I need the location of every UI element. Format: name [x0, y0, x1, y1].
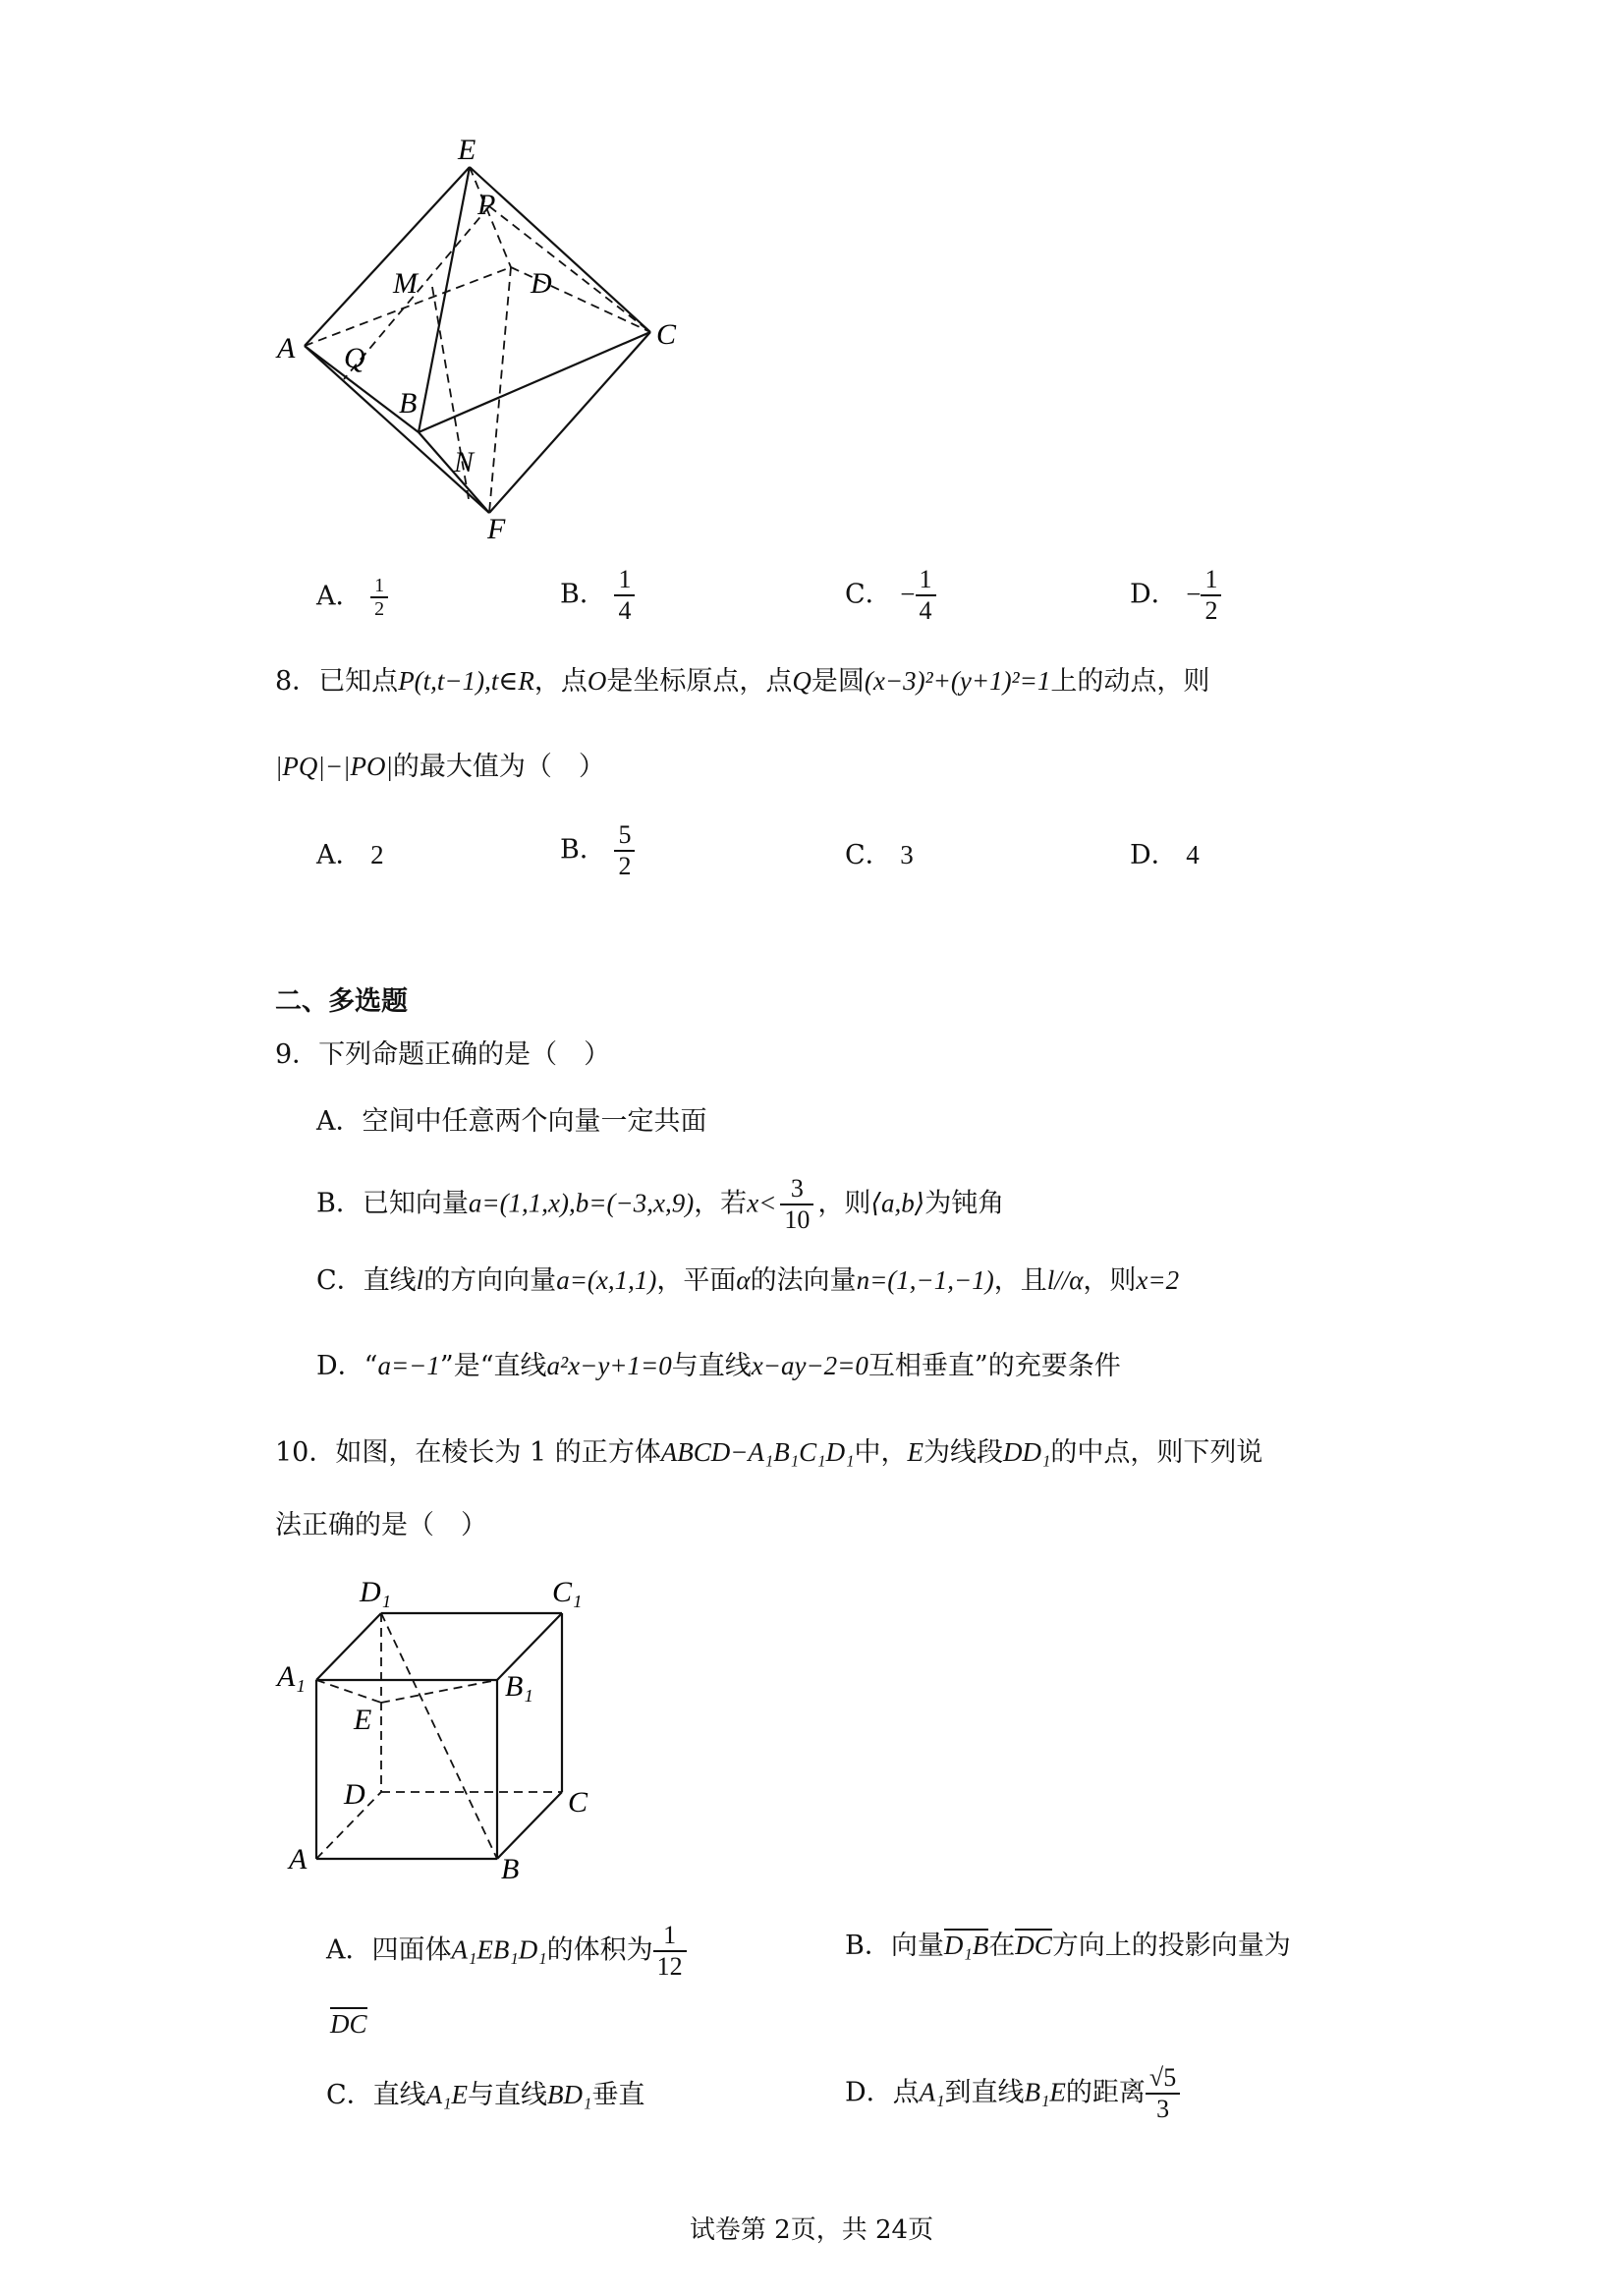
text: A．四面体 — [326, 1934, 452, 1966]
q7-option-c — [845, 565, 936, 626]
q9-option-c — [316, 1260, 1179, 1301]
vertex-label-c: C — [568, 1786, 588, 1819]
option-value: 2 — [370, 840, 384, 869]
vertex-label-e: E — [354, 1704, 372, 1736]
math-cond: l//α — [1046, 1265, 1084, 1295]
math-line-a1e: A₁E — [425, 2080, 469, 2109]
fraction — [1146, 2063, 1180, 2124]
option-letter: B． — [560, 834, 606, 866]
math-segment: DD₁ — [1002, 1437, 1051, 1467]
q10-option-b-answer — [330, 2004, 367, 2044]
fraction-num: 1 — [916, 565, 936, 596]
math-line2: x−ay−2=0 — [751, 1351, 868, 1380]
q10-option-a — [326, 1921, 687, 1982]
math-angle: ⟨a,b⟩ — [870, 1188, 925, 1218]
text: 是圆 — [811, 666, 865, 697]
option-letter: D． — [1130, 840, 1178, 870]
q10-option-c — [326, 2075, 644, 2115]
math-line-bd1: BD₁ — [547, 2080, 592, 2109]
vertex-label-c: C — [656, 318, 677, 351]
vertex-label-p: P — [477, 189, 496, 221]
vertex-label-d: D — [531, 267, 552, 300]
q8-stem-line2 — [275, 747, 605, 787]
fraction-num: 3 — [780, 1174, 813, 1205]
math-vector-a: a=(x,1,1) — [556, 1265, 657, 1295]
text: C．直线 — [326, 2080, 426, 2110]
fraction — [1201, 565, 1221, 626]
fraction-num: 1 — [614, 565, 635, 596]
q9-stem: 9．下列命题正确的是（ ） — [275, 1039, 611, 1070]
text: ，若 — [694, 1188, 748, 1219]
math-o: O — [587, 666, 607, 696]
fraction-den: 2 — [1204, 596, 1218, 625]
text: 方向上的投影向量为 — [1051, 1931, 1291, 1961]
fraction-den: 2 — [374, 598, 385, 620]
q9-option-a: A．空间中任意两个向量一定共面 — [316, 1106, 707, 1137]
math-cond: x< — [747, 1188, 777, 1218]
q10-option-d — [845, 2063, 1180, 2124]
fraction-num: 5 — [614, 820, 635, 852]
text: 在 — [988, 1931, 1016, 1961]
q10-option-b — [845, 1926, 1291, 1966]
fraction-num: √5 — [1146, 2063, 1180, 2095]
math-cube: ABCD−A₁B₁C₁D₁ — [660, 1437, 855, 1467]
text: 与直线 — [671, 1351, 752, 1381]
vertex-label-d: D — [344, 1778, 365, 1811]
text: ，点 — [533, 666, 588, 697]
text: 已知点 — [318, 666, 399, 697]
fraction-den: 10 — [784, 1205, 811, 1234]
text: ，平面 — [656, 1265, 737, 1296]
option-letter: A． — [316, 840, 363, 870]
octahedron-figure — [265, 128, 717, 560]
vertex-label-b1: B₁ — [505, 1670, 533, 1703]
text: 的体积为 — [546, 1934, 653, 1966]
vertex-label-q: Q — [344, 342, 365, 374]
fraction-num: 1 — [370, 575, 388, 598]
q8-stem-line1 — [275, 661, 1209, 701]
fraction — [614, 820, 635, 881]
fraction-den: 4 — [618, 596, 632, 625]
text: 为钝角 — [924, 1188, 1005, 1219]
q9-option-b — [316, 1174, 1004, 1235]
vertex-label-n: N — [454, 446, 475, 478]
vertex-label-b: B — [399, 387, 418, 420]
text: ”是“直线 — [439, 1351, 547, 1381]
vertex-label-b: B — [501, 1853, 520, 1885]
text: 的法向量 — [750, 1265, 857, 1296]
text: 互相垂直”的充要条件 — [867, 1351, 1121, 1381]
section-title: 二、多选题 — [275, 986, 408, 1017]
math-line1: a²x−y+1=0 — [546, 1351, 672, 1380]
vertex-label-c1: C₁ — [552, 1576, 583, 1608]
text: 中， — [854, 1437, 908, 1468]
fraction — [614, 565, 635, 626]
text: ，则 — [817, 1188, 871, 1219]
option-value: 4 — [1186, 840, 1200, 869]
math-line-b1e: B₁E — [1024, 2077, 1066, 2107]
vertex-label-a1: A₁ — [277, 1660, 306, 1693]
fraction — [370, 575, 388, 620]
q9-option-d — [316, 1346, 1121, 1386]
fraction — [916, 565, 936, 626]
vertex-label-e: E — [458, 134, 476, 166]
page-footer: 试卷第 2页，共 24页 — [689, 2215, 934, 2245]
option-letter: A． — [316, 581, 363, 612]
text: 到直线 — [944, 2077, 1025, 2108]
math-q: Q — [792, 666, 812, 696]
fraction-den: 4 — [919, 596, 932, 625]
cube-figure — [265, 1572, 619, 1886]
text: 与直线 — [468, 2080, 548, 2110]
math-vector-d1b: D₁B — [943, 1931, 989, 1960]
text: ，则 — [1083, 1265, 1137, 1296]
vertex-label-m: M — [393, 267, 418, 300]
math-expr: |PQ|−|PO| — [275, 752, 393, 781]
vertex-label-a: A — [277, 332, 296, 364]
fraction-num: 1 — [1201, 565, 1221, 596]
q7-option-b — [560, 565, 635, 626]
math-l: l — [416, 1265, 424, 1295]
text: 10．如图，在棱长为 1 的正方体 — [275, 1437, 661, 1468]
vertex-label-d1: D₁ — [360, 1576, 392, 1608]
option-letter: C． — [845, 579, 892, 610]
text: 是坐标原点，点 — [606, 666, 793, 697]
q8-option-a — [316, 835, 384, 875]
text: B．向量 — [845, 1931, 944, 1961]
text: 为线段 — [923, 1437, 1003, 1468]
text: 的方向向量 — [423, 1265, 557, 1296]
math-cond: a=−1 — [377, 1351, 440, 1380]
math-point-a1: A₁ — [919, 2077, 945, 2107]
fraction-den: 3 — [1156, 2095, 1170, 2123]
math-vector-dc: DC — [1015, 1931, 1052, 1960]
option-letter: C． — [845, 840, 892, 870]
text: 垂直 — [591, 2080, 645, 2110]
minus-sign: − — [1186, 579, 1202, 609]
vertex-label-f: F — [487, 513, 506, 545]
q7-option-d — [1130, 565, 1221, 626]
text: 的距离 — [1065, 2077, 1146, 2108]
text: 的中点，则下列说 — [1050, 1437, 1263, 1468]
q10-stem-line1 — [275, 1432, 1262, 1473]
math-vector-dc: DC — [330, 2009, 367, 2039]
q8-option-b — [560, 820, 635, 881]
question-number: 8． — [275, 666, 319, 697]
math-vectors: a=(1,1,x),b=(−3,x,9) — [468, 1188, 695, 1218]
minus-sign: − — [900, 579, 916, 609]
fraction — [780, 1174, 813, 1235]
math-result: x=2 — [1136, 1265, 1180, 1295]
text: D．“ — [316, 1351, 378, 1381]
q8-option-c — [845, 835, 914, 875]
text: C．直线 — [316, 1265, 417, 1296]
text: 的最大值为（ ） — [392, 752, 605, 782]
math-point-p: P(t,t−1),t∈R — [398, 666, 534, 696]
text: 上的动点，则 — [1050, 666, 1210, 697]
fraction-num: 1 — [653, 1921, 687, 1952]
fraction — [653, 1921, 687, 1982]
math-tetrahedron: A₁EB₁D₁ — [451, 1934, 547, 1965]
math-alpha: α — [736, 1265, 751, 1295]
option-letter: B． — [560, 579, 606, 610]
fraction-den: 2 — [618, 852, 632, 880]
text: B．已知向量 — [316, 1188, 469, 1219]
math-e: E — [907, 1437, 923, 1467]
math-vector-n: n=(1,−1,−1) — [856, 1265, 994, 1295]
q8-option-d — [1130, 835, 1200, 875]
q7-option-a — [316, 575, 388, 620]
fraction-den: 12 — [656, 1952, 683, 1981]
text: D．点 — [845, 2077, 920, 2108]
text: ，且 — [993, 1265, 1047, 1296]
q10-stem-line2: 法正确的是（ ） — [275, 1510, 487, 1540]
option-letter: D． — [1130, 579, 1178, 610]
math-circle: (x−3)²+(y+1)²=1 — [864, 666, 1051, 696]
option-value: 3 — [900, 840, 914, 869]
vertex-label-a: A — [289, 1843, 308, 1876]
